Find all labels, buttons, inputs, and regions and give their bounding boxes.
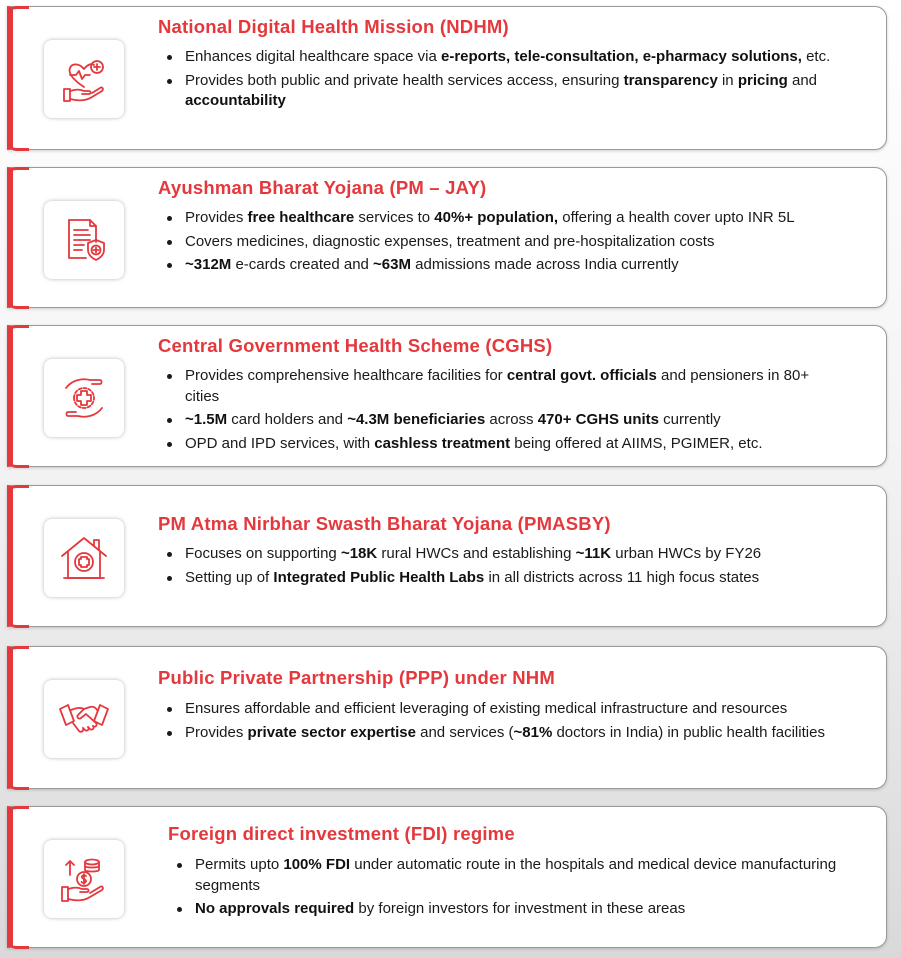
text: being offered at AIIMS, PGIMER, etc. xyxy=(510,434,763,452)
text: etc. xyxy=(801,48,831,65)
bullet-item xyxy=(163,723,863,744)
bullet-item xyxy=(163,434,823,455)
text: Ensures affordable and efficient leveraging of existing medical infrastructure and resources xyxy=(185,700,788,717)
section-card-pmjay xyxy=(7,167,887,308)
bullet-item xyxy=(173,855,873,896)
bullet-item xyxy=(163,255,863,276)
bold-text: ~11K xyxy=(575,545,612,562)
text: and pensioners in 80+ cities xyxy=(185,367,810,405)
bullet-item xyxy=(163,208,863,229)
health-house-icon xyxy=(58,532,110,584)
section-title: Ayushman Bharat Yojana (PM – JAY) xyxy=(158,177,487,198)
text: e-cards created and xyxy=(231,256,374,273)
text: in all districts across 11 high focus states xyxy=(484,568,760,586)
bullet-list xyxy=(173,855,873,923)
text: card holders and xyxy=(227,411,348,428)
bullet-item xyxy=(163,232,863,253)
icon-tile xyxy=(44,359,124,437)
text: Provides xyxy=(185,209,248,226)
icon-tile xyxy=(44,840,124,918)
bold-text: 100% FDI xyxy=(283,856,351,873)
section-card-ppp xyxy=(7,646,887,789)
text: and xyxy=(787,71,818,89)
text: across xyxy=(485,411,538,428)
text: Provides comprehensive healthcare facilities for xyxy=(185,367,507,384)
text: Provides xyxy=(185,723,248,741)
bullet-list xyxy=(163,47,863,115)
text: rural HWCs and establishing xyxy=(377,545,576,562)
bullet-list xyxy=(163,208,863,279)
text: services to xyxy=(354,209,435,226)
icon-tile xyxy=(44,201,124,279)
text: in xyxy=(717,71,738,89)
bold-text: cashless treatment xyxy=(374,434,511,452)
section-title: National Digital Health Mission (NDHM) xyxy=(158,16,509,37)
text: offering a health cover upto INR 5L xyxy=(558,209,795,226)
bullet-list xyxy=(163,366,823,457)
text: urban HWCs by FY26 xyxy=(611,545,762,562)
bullet-item xyxy=(163,568,863,589)
investment-coins-icon xyxy=(58,853,110,905)
bold-text: ~1.5M xyxy=(185,411,228,428)
section-card-fdi xyxy=(7,806,887,948)
bold-text: pricing xyxy=(737,71,788,89)
bold-text: central govt. officials xyxy=(506,367,657,384)
icon-tile xyxy=(44,40,124,118)
bold-text: ~4.3M beneficiaries xyxy=(347,411,486,428)
bold-text: 40%+ population, xyxy=(434,209,559,226)
medical-care-hands-icon xyxy=(58,372,110,424)
bullet-item xyxy=(163,71,863,112)
bold-text: e-reports, tele-consultation, e-pharmacy solutions, xyxy=(441,48,802,65)
bold-text: transparency xyxy=(623,71,718,89)
text: Permits upto xyxy=(195,856,284,873)
bullet-item xyxy=(163,699,863,720)
bold-text: ~312M xyxy=(185,256,232,273)
text: by foreign investors for investment in these areas xyxy=(354,900,686,917)
bold-text: ~63M xyxy=(373,256,411,273)
text: Focuses on supporting xyxy=(185,545,341,562)
section-title: PM Atma Nirbhar Swasth Bharat Yojana (PMASBY) xyxy=(158,513,611,534)
bold-text: ~81% xyxy=(513,723,553,741)
text: and services ( xyxy=(415,723,514,741)
text: Enhances digital healthcare space via xyxy=(185,48,441,65)
section-card-cghs xyxy=(7,325,887,467)
bullet-list xyxy=(163,544,863,591)
section-title: Public Private Partnership (PPP) under NHM xyxy=(158,667,555,688)
icon-tile xyxy=(44,680,124,758)
text: Covers medicines, diagnostic expenses, treatment and pre-hospitalization costs xyxy=(185,232,715,250)
bold-text: 470+ CGHS units xyxy=(537,411,659,428)
section-title: Central Government Health Scheme (CGHS) xyxy=(158,335,553,356)
section-card-pmasby xyxy=(7,485,887,627)
bold-text: No approvals required xyxy=(195,900,355,917)
bullet-item xyxy=(163,544,863,565)
bold-text: accountability xyxy=(185,92,286,109)
bullet-item xyxy=(163,410,823,431)
text: currently xyxy=(659,411,721,428)
text: OPD and IPD services, with xyxy=(185,434,375,452)
text: admissions made across India currently xyxy=(411,256,679,273)
bullet-item xyxy=(173,899,873,920)
bold-text: ~18K xyxy=(340,545,378,562)
bold-text: Integrated Public Health Labs xyxy=(273,568,485,586)
text: Setting up of xyxy=(185,568,274,586)
handshake-icon xyxy=(58,693,110,745)
bold-text: private sector expertise xyxy=(247,723,416,741)
insurance-document-icon xyxy=(58,214,110,266)
text: doctors in India) in public health facilities xyxy=(552,723,825,741)
bullet-item xyxy=(163,47,863,68)
bold-text: free healthcare xyxy=(247,209,355,226)
bullet-list xyxy=(163,699,863,746)
text: under automatic route in the hospitals and medical device manufacturing segments xyxy=(195,856,837,894)
bullet-item xyxy=(163,366,823,407)
icon-tile xyxy=(44,519,124,597)
text: Provides both public and private health services access, ensuring xyxy=(185,71,624,89)
heart-hand-icon xyxy=(58,53,110,105)
section-card-ndhm xyxy=(7,6,887,150)
section-title: Foreign direct investment (FDI) regime xyxy=(168,823,515,844)
